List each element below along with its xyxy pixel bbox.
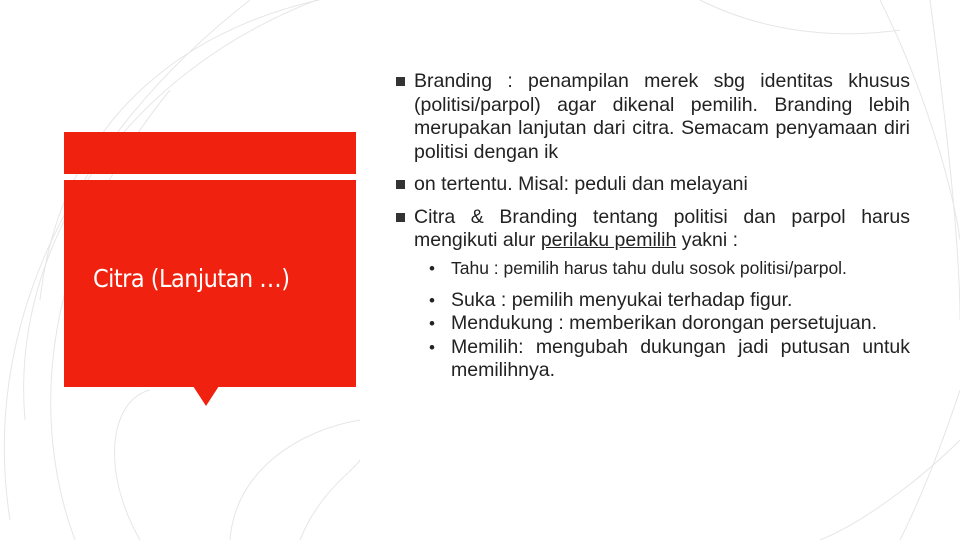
bullet-text: Branding : penampilan merek sbg identitas khusus (politisi/parpol) agar dikenal pemilih. Branding lebih merupakan lanjutan dari citra. Semacam penyamaan diri politisi dengan ik: [414, 70, 910, 163]
square-bullet-icon: [396, 180, 405, 189]
accent-strip: [64, 132, 356, 174]
dot-bullet-icon: •: [429, 337, 435, 357]
sub-item-mendukung: [396, 312, 910, 336]
sub-item-text: Tahu : pemilih harus tahu dulu sosok politisi/parpol.: [451, 257, 847, 278]
dot-bullet-icon: •: [429, 314, 435, 333]
title-panel-pointer: [193, 386, 219, 406]
sub-item-text: Suka : pemilih menyukai terhadap figur.: [451, 288, 793, 311]
dot-bullet-icon: •: [429, 290, 435, 310]
sub-item-text: Memilih: mengubah dukungan jadi putusan untuk memilihnya.: [451, 335, 910, 381]
sub-item-text: Mendukung : memberikan dorongan persetujuan.: [451, 312, 878, 334]
sub-item-tahu: [396, 258, 910, 279]
sub-item-memilih: [396, 336, 910, 383]
bullet-text-before: Citra & Branding tentang politisi dan parpol harus mengikuti alur: [414, 205, 910, 251]
underlined-term: perilaku pemilih: [540, 229, 677, 251]
bullet-text: on tertentu. Misal: peduli dan melayani: [414, 173, 748, 195]
sub-item-suka: [396, 289, 910, 313]
slide-title: Citra (Lanjutan …): [93, 264, 290, 293]
bullet-continuation: [396, 173, 910, 197]
slide-content: [396, 70, 910, 383]
bullet-branding: [396, 70, 910, 164]
square-bullet-icon: [396, 77, 405, 86]
bullet-text-after: yakni :: [676, 229, 739, 251]
bullet-citra-branding: [396, 206, 910, 253]
dot-bullet-icon: •: [429, 258, 435, 278]
square-bullet-icon: [396, 213, 405, 222]
